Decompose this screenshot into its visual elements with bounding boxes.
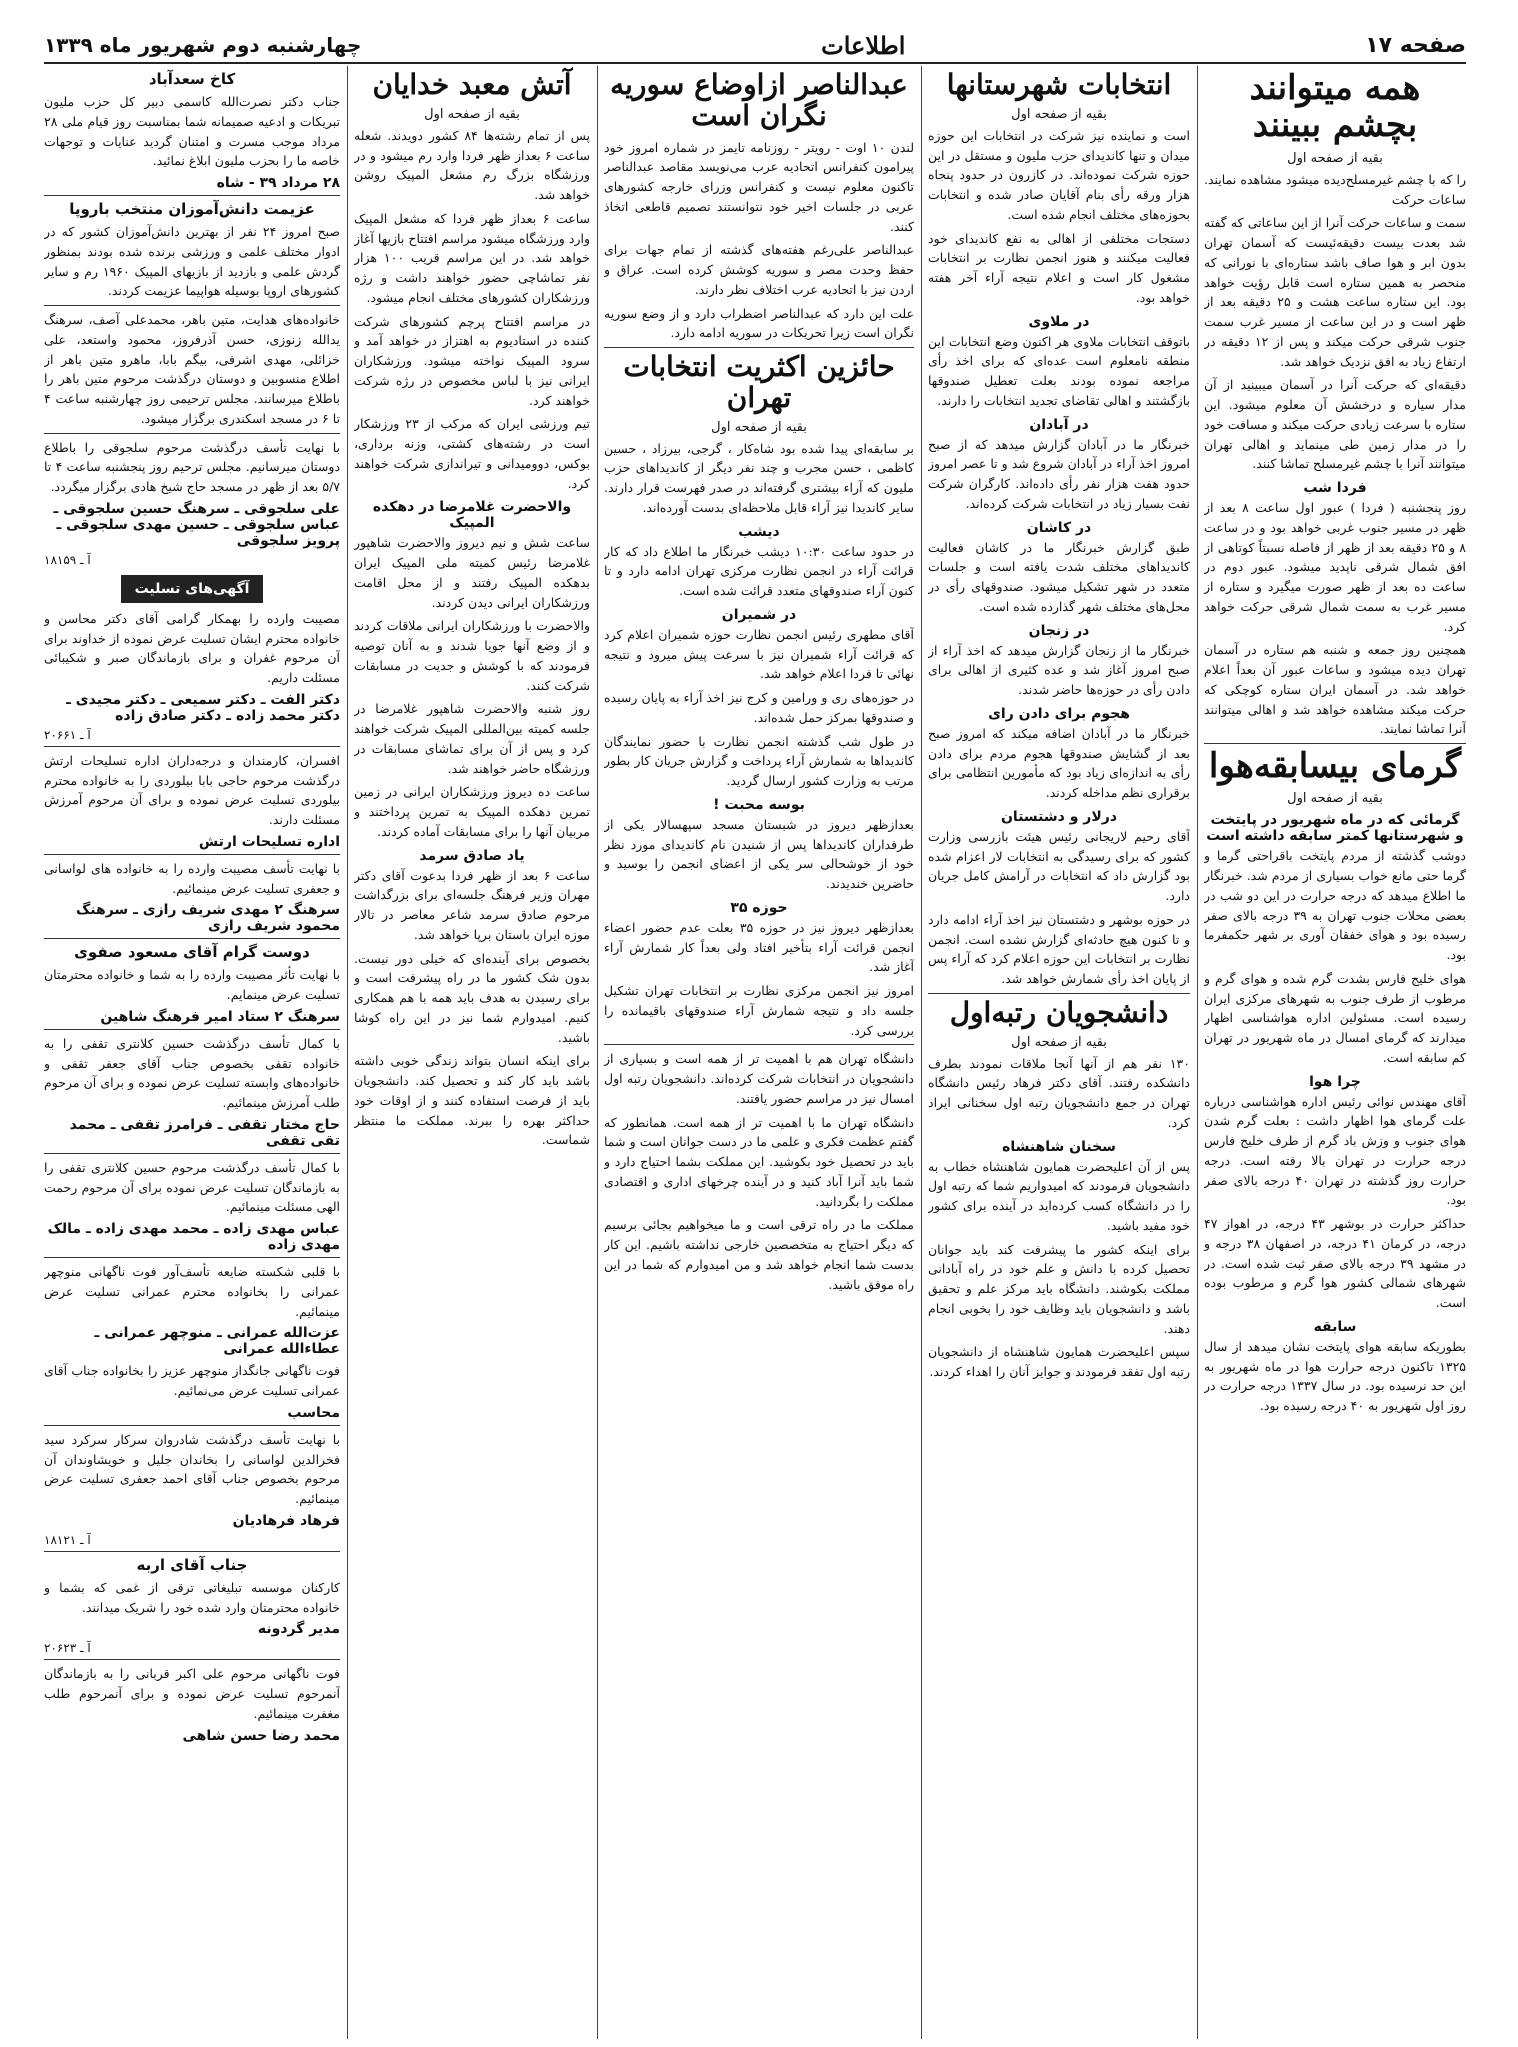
column-notices [44,66,340,2039]
paragraph: علت این دارد که عبدالناصر اضطراب دارد و از وضع سوریه نگران است زیرا تحریکات در سوریه ادامه دارد. [604,305,914,341]
paragraph: تیم ورزشی ایران که مرکب از ۲۳ ورزشکار است در رشته‌های کشتی، وزنه برداری، بوکس، دوومیدانی و تیراندازی شرکت خواهند کرد. [354,416,590,491]
subheading: حوزه ۳۵ [730,899,788,916]
paragraph: با نهایت تأثر مصیبت وارده را به شما و خانواده محترمتان تسلیت عرض مینمایم. [44,967,340,1002]
issue-date: چهارشنبه دوم شهریور ماه ۱۳۳۹ [44,33,362,57]
paragraph: ساعت ده دیروز ورزشکاران ایرانی در زمین تمرین دهکده المپیک به تمرین پرداختند و مربیان آنها را برای مسابقات آماده کردند. [354,784,590,839]
paragraph: در حوزه‌های ری و ورامین و کرج نیز اخذ آراء به پایان رسیده و صندوقها بمرکز حمل شده‌اند. [604,690,914,725]
subheading: فردا شب [1303,480,1367,497]
paragraph: دانشگاه تهران ما با اهمیت تر از همه است. همانطور که گفتم عظمت فکری و علمی ما در دست جوانان است و شما باید در تحصیل خود بکوشید. این مملکت بشما احتیاج دارد و شما باید آنرا آباد کنید و در آینده چرخهای اداری و اقتصادی مملکت را بگردانید. [604,1114,914,1209]
paragraph: بعدازظهر دیروز نیز در حوزه ۳۵ بعلت عدم حضور اعضاء انجمن قرائت آراء بتأخیر افتاد ولی بعداً کار شمارش آراء آغاز شد. [604,919,914,975]
paragraph: روز پنجشنبه ( فردا ) عبور اول ساعت ۸ بعد از ظهر در مسیر جنوب غربی خواهد بود و در ساعت ۸ و ۲۵ دقیقه بعد از ظهر از فاصله نسبتاً کوتاهی از افق شمال شرقی ناپدید میشود. عبور دوم در ساعت ده بعد از ظهر صورت میگیرد و ستاره از مسیر غرب به سمت شمال شرقی حرکت خواهد کرد. [1204,500,1466,634]
paragraph: در حوزه بوشهر و دشتستان نیز اخذ آراء ادامه دارد و تا کنون هیچ حادثه‌ای گزارش نشده است. انجمن نظارت بر انتخابات این حوزه اعلام کرد که آراء پس از پایان اخذ رأی شمارش خواهد شد. [928,911,1190,987]
paragraph: ساعت شش و نیم دیروز والاحضرت شاهپور غلامرضا رئیس کمیته ملی المپیک ایران بدهکده المپیک رفتند و از محل اقامت ورزشکاران ایرانی دیدن کردند. [354,535,590,610]
signature: ۲۸ مرداد ۳۹ - شاه [216,175,340,191]
subheading: گرمائی که در ماه شهریور در پایتخت و شهرستانها کمتر سابقه داشته است [1206,812,1464,845]
paragraph: برای اینکه انسان بتواند زندگی خوبی داشته باشد باید کار کند و تحصیل کند. دانشجویان باید از فرصت استفاده کنند و از اوقات خود حداکثر بهره را ببرند. مملکت ما منتظر شماست. [354,1053,590,1148]
subheading: یاد صادق سرمد [419,847,525,864]
condolence-section-bar: آگهی‌های تسلیت [121,575,264,603]
headline-tehran-majority: حائزین اکثریت انتخابات تهران [623,350,895,414]
paragraph: در طول شب گذشته انجمن نظارت با حضور نمایندگان کاندیداها به شمارش آراء پرداخت و گزارش جریان کار بطور مرتب به وزارت کشور ارسال گردید. [604,733,914,789]
paragraph: ۱۳۰ نفر هم از آنها آنجا ملاقات نمودند بطرف دانشکده رفتند. آقای دکتر فرهاد رئیس دانشگاه تهران در جمع دانشجویان رتبه اول سخنانی ایراد کرد. [928,1055,1190,1130]
ad-code: آ ـ ۱۸۱۲۱ [44,1532,91,1547]
subheading: در ملاوی [1028,313,1090,330]
column-rule [921,66,922,2039]
masthead [44,28,1466,64]
paragraph: امروز نیز انجمن مرکزی نظارت بر انتخابات تهران تشکیل جلسه داد و نتیجه شمارش آراء صندوقهای باقیمانده را بررسی کرد. [604,983,914,1038]
paragraph: را که با چشم غیرمسلح‌دیده میشود مشاهده نمایند. ساعات حرکت [1204,171,1466,207]
paragraph: دقیقه‌ای که حرکت آنرا در آسمان میبینید از آن مدار سیاره و درخشش آن معلوم میشود. این ستاره با سرعت زیادی حرکت میکند و مسافت خود را در مدار زمین طی مینماید و اهالی تهران میتوانند آنرا با چشم غیرمسلح تماشا کنند. [1204,377,1466,472]
paragraph: صبح امروز ۲۴ نفر از بهترین دانش‌آموزان کشور که در ادوار مختلف علمی و ورزشی برنده شده بودند بمنظور گردش علمی و بازدید از بازیهای المپیک ۱۹۶۰ رم و سایر کشورهای اروپا بوسیله هواپیما عزیمت کردند. [44,224,340,299]
paragraph: پس از آن اعلیحضرت همایون شاهنشاه خطاب به دانشجویان فرمودند که امیدواریم شما که رتبه اول را در دانشگاه کسب کرده‌اید در آینده برای کشور خود مفید باشید. [928,1158,1190,1233]
paragraph: با نهایت تأسف درگذشت شادروان سرکار سرکرد سید فخرالدین لواسانی را بخاندان جلیل و خویشاوندان آن مرحوم بخصوص جناب آقای احمد جعفری تسلیت عرض مینمائیم. [44,1431,340,1506]
paragraph: مصیبت وارده را بهمکار گرامی آقای دکتر محاسن و خانواده محترم ایشان تسلیت عرض نموده از خداوند برای آن مرحوم غفران و برای بازماندگان صبر و شکیبائی مسئلت داریم. [44,610,340,685]
column-rule [1197,66,1198,2039]
paragraph: بخصوص برای آینده‌ای که خیلی دور نیست. بدون شک کشور ما در راه پیشرفت است و برای رسیدن به هدف باید همه با هم همکاری کنیم. امیدوارم شما نیز در این راه کوشا باشید. [354,950,590,1045]
divider [928,993,1190,994]
paragraph: آقای رحیم لاریجانی رئیس هیئت بازرسی وزارت کشور که برای رسیدگی به انتخابات لار اعزام شده بود گزارش داد که انتخابات در آرامش کامل جریان دارد. [928,828,1190,904]
paragraph: هوای خلیج فارس بشدت گرم شده و هوای گرم و مرطوب از طرف جنوب به شهرهای مرکزی ایران رسیده است. مسئولین اداره هواشناسی اظهار میدارند که گرمای امسال در ماه شهریور در تهران کم سابقه است. [1204,970,1466,1065]
paragraph: با کمال تأسف درگذشت مرحوم حسین کلانتری تقفی را به بازماندگان تسلیت عرض نموده برای آن مرحوم رحمت الهی مسئلت مینمائیم. [44,1159,340,1215]
paragraph: دانشگاه تهران هم با اهمیت تر از همه است و بسیاری از دانشجویان در انتخابات شرکت کرده‌اند. دانشجویان رتبه اول امسال نیز در مراسم حضور یافتند. [604,1051,914,1106]
ad-code: آ ـ ۲۰۶۲۳ [44,1641,91,1656]
paragraph: حداکثر حرارت در بوشهر ۴۳ درجه، در اهواز ۴۷ درجه، در کرمان ۴۱ درجه، در اصفهان ۳۸ درجه و در مشهد ۳۹ درجه بالای صفر ثبت شده است. در شهرهای شمالی کشور هوا گرم و مرطوب بوده است. [1204,1216,1466,1311]
paragraph: خبرنگار ما در آبادان گزارش میدهد که از صبح امروز اخذ آراء در آبادان شروع شد و تا عصر امروز حدود هفت هزار نفر رأی داده‌اند. کارگران شرکت نفت بسیار زیاد در انتخابات شرکت کرده‌اند. [928,436,1190,511]
paragraph: فوت ناگهانی جانگداز منوچهر عزیز را بخانواده جناب آقای عمرانی تسلیت عرض می‌نمائیم. [44,1363,340,1398]
signature: عزت‌الله عمرانی ـ منوچهر عمرانی ـ عطاءالله عمرانی [94,1325,340,1358]
paragraph: سپس اعلیحضرت همایون شاهنشاه از دانشجویان رتبه اول تفقد فرمودند و جوایز آنان را اهداء کردند. [928,1344,1190,1380]
continued-note: بقیه از صفحه اول [1287,791,1383,807]
column-nasser-tehran [604,66,914,2039]
paragraph: سمت و ساعات حرکت آنرا از این ساعاتی که گفته شد بعدت بیست دقیقه‌ئیست که آسمان تهران بدون ابر و هوا صاف باشد ستاره‌ای با نورانی که منحصر به همین ستاره است قابل رؤیت خواهد بود. این ستاره ساعت هشت و ۲۵ دقیقه بعد از ظهر است و در این ساعت از مسیر غرب سمت جنوب شرقی حرکت میکند و پس از ۱۲ دقیقه در ارتفاع زیاد به افق نزدیک خواهد شد. [1204,215,1466,369]
headline-star: همه میتوانند بچشم ببینند [1249,68,1421,146]
subheading: در زنجان [1028,622,1090,639]
signature: علی سلجوقی ـ سرهنگ حسین سلجوقی ـ عباس سلجوقی ـ حسین مهدی سلجوقی ـ پرویز سلجوقی [53,500,340,549]
paragraph: بر سابقه‌ای پیدا شده بود شاه‌کار ، گرجی، بیرزاد ، حسین کاظمی ، حسن مجرب و چند نفر دیگر از کاندیداهای حزب ملیون که آراء بیشتری گرفته‌اند در صدر فهرست قرار دارند. سایر کاندیدا نیز آراء قابل ملاحظه‌ای بدست آورده‌اند. [604,440,914,515]
paragraph: عبدالناصر علی‌رغم هفته‌های گذشته از تمام جهات برای حفظ وحدت مصر و سوریه کوشش کرده است. عراق و اردن نیز با اتحادیه عرب اختلاف نظر دارند. [604,242,914,297]
signature: محاسب [287,1404,340,1421]
column-olympic-fire [354,66,590,2039]
ad-code: آ ـ ۲۰۶۶۱ [44,727,91,742]
subheading: چرا هوا [1309,1073,1361,1090]
paragraph: پس از تمام رشته‌ها ۸۴ کشور دویدند. شعله ساعت ۶ بعداز ظهر فردا وارد رم میشود و در ورزشگاه بزرگ رم مشعل المپیک روشن خواهد شد. [354,127,590,203]
divider [44,1153,340,1154]
divider [44,1029,340,1030]
signature: محمد رضا حسن شاهی [182,1727,340,1744]
continued-note: بقیه از صفحه اول [1287,150,1383,166]
paragraph: برای اینکه کشور ما پیشرفت کند باید جوانان تحصیل کرده با دانش و علم خود در راه آبادانی مملکت بکوشند. دانشگاه باید مرکز علم و تحقیق باشد و دانشجویان باید وظایف خود را بخوبی انجام دهند. [928,1241,1190,1336]
notice-title: کاخ سعدآباد [148,70,236,88]
paragraph: طبق گزارش خبرنگار ما در کاشان فعالیت کاندیداهای مختلف شدت یافته است و جلسات متعدد در شهر تشکیل میشود. صندوقهای رأی در محل‌های مختلف شهر گذارده شده است. [928,539,1190,614]
divider [44,1257,340,1258]
divider [44,433,340,434]
paragraph: روز شنبه والاحضرت شاهپور غلامرضا در جلسه کمیته بین‌المللی المپیک شرکت خواهند کرد و پس از آن برای تماشای مسابقات در ورزشگاه حاضر خواهند شد. [354,701,590,776]
divider [604,347,914,348]
paragraph: خبرنگار ما از زنجان گزارش میدهد که اخذ آراء از صبح امروز آغاز شد و عده کثیری از اهالی برای دادن رأی در حوزه‌ها حاضر شدند. [928,642,1190,698]
paragraph: دستجات مختلفی از اهالی به نفع کاندیدای خود فعالیت میکنند و هنوز انجمن نظارت بر انتخابات مشغول کار است و اعلام نتیجه آراء آخر هفته خواهد بود. [928,230,1190,305]
divider [44,938,340,939]
divider [44,1551,340,1552]
paragraph: همچنین روز جمعه و شنبه هم ستاره در آسمان تهران دیده میشود و ساعات عبور آن بعداً اعلام خواهد شد. در آسمان ایران ستاره کوچکی که حرکت میکند مشاهده خواهد شد و اهالی میتوانند آنرا تماشا نمایند. [1204,642,1466,737]
paragraph: لندن ۱۰ اوت - رویتر - روزنامه تایمز در شماره امروز خود پیرامون کنفرانس اتحادیه عرب می‌نویسد مقاصد عبدالناصر تاکنون معلوم نیست و کنفرانس وزرای خارجه کشورهای عربی در جلسات اخیر خود نتوانستند تصمیم قاطعی اتخاذ کنند. [604,139,914,234]
headline-nasser: عبدالناصر ازاوضاع سوریه نگران است [610,68,908,132]
paragraph: آقای مطهری رئیس انجمن نظارت حوزه شمیران اعلام کرد که قرائت آراء شمیران نیز با سرعت پیش میرود و نتیجه نهائی تا فردا اعلام خواهد شد. [604,626,914,682]
paragraph: والاحضرت با ورزشکاران ایرانی ملاقات کردند و از وضع آنها جویا شدند و به آنان توصیه فرمودند که با کوشش و جدیت در مسابقات شرکت کنند. [354,618,590,693]
divider [604,1044,914,1045]
paragraph: است و نماینده نیز شرکت در انتخابات این حوزه میدان و تنها کاندیدای حزب ملیون و مستقل در این حوزه شرکت نموده‌اند. در کازرون در حدود پنجاه هزار ورقه رأی بنام آقایان صادر شده و انتخابات بحوزه‌های مختلف انجام شده است. [928,127,1190,222]
column-rule [347,66,348,2039]
paragraph: ساعت ۶ بعد از ظهر فردا بدعوت آقای دکتر مهران وزیر فرهنگ جلسه‌ای برای بزرگداشت مرحوم صادق سرمد شاعر معاصر در تالار موزه ایران باستان برپا خواهد شد. [354,867,590,942]
paragraph: افسران، کارمندان و درجه‌داران اداره تسلیحات ارتش درگذشت مرحوم حاجی بابا بیلوردی را به خانواده محترم بیلوردی تسلیت عرض نموده و برای آن مرحوم آمرزش مسئلت دارند. [44,752,340,827]
headline-temple-fire: آتش معبد خدایان [372,68,572,101]
continued-note: بقیه از صفحه اول [1011,1034,1107,1050]
signature: دکتر الفت ـ دکتر سمیعی ـ دکتر مجیدی ـ دکتر محمد زاده ـ دکتر صادق زاده [66,691,340,724]
page-number: صفحه ۱۷ [1365,32,1466,58]
headline-top-students: دانشجویان رتبه‌اول [949,995,1169,1029]
subheading: هجوم برای دادن رای [988,705,1130,722]
subheading: در شمیران [721,606,797,623]
subheading: در آبادان [1029,416,1089,433]
divider [44,305,340,306]
paragraph: آقای مهندس نوائی رئیس اداره هواشناسی درباره علت گرمای هوا اظهار داشت : بعلت گرم شدن هوای جنوب و وزش باد گرم از طرف خلیج فارس درجه حرارت در تهران بالا رفته است. درجه حرارت روز گذشته در تهران ۴۰ درجه بالای صفر بود. [1204,1093,1466,1208]
column-elections-provinces [928,66,1190,2039]
signature: عباس مهدی زاده ـ محمد مهدی زاده ـ مالک مهدی زاده [47,1221,340,1253]
signature: سرهنگ ۲ ستاد امیر فرهنگ شاهین [100,1008,340,1025]
notice-title: عزیمت دانش‌آموزان منتخب باروپا [69,200,315,218]
paragraph: باتوقف انتخابات ملاوی هر اکنون وضع انتخابات این منطقه نامعلوم است عده‌ای که برای اخذ رأی مراجعه نموده بودند بعلت تعطیل صندوقها بازگشتند و اهالی تقاضای تجدید انتخابات را دارند. [928,333,1190,408]
headline-heat: گرمای بیسابقه‌هوا [1208,746,1462,787]
paragraph: خانواده‌های هدایت، متین باهر، محمدعلی آصف، سرهنگ یدالله زنوزی، حسن آذرفروز، محمود واستعد، علی خزائلی، مهدی اشرفی، بیگم بابا، ماهرو متین باهر از اطلاع منسوبین و دوستان درگذشت مرحوم متین باهر را باطلاع میرسانند. مجلس ترحیمی روز چهارشنبه ساعت ۴ تا ۶ در مسجد اسکندری برگزار میشود. [44,312,340,426]
divider [44,746,340,747]
subheading: والاحضرت غلامرضا در دهکده المپیک [372,499,572,532]
paragraph: با نهایت تأسف درگذشت مرحوم سلجوقی را باطلاع دوستان میرسانیم. مجلس ترحیم روز پنجشنبه ساعت ۴ تا ۵/۷ بعد از ظهر در مسجد حاج شیخ هادی برگزار میگردد. [44,439,340,494]
divider [44,195,340,196]
signature: اداره تسلیحات ارتش [198,833,340,850]
subheading: در کاشان [1026,519,1092,536]
headline-provincial-elections: انتخابات شهرستانها [946,68,1172,101]
paragraph: مملکت ما در راه ترقی است و ما میخواهیم بجائی برسیم که دیگر احتیاج به متخصصین خارجی نداشته باشیم. این کار بدست شما انجام خواهد شد و من امیدوارم که شما در این راه موفق باشید. [604,1217,914,1292]
page-body [44,66,1466,2039]
paragraph: با نهایت تأسف مصیبت وارده را به خانواده های لواسانی و جعفری تسلیت عرض مینمائیم. [44,860,340,896]
notice-title: دوست گرام آقای مسعود صفوی [74,943,310,962]
column-olympic-star [1204,66,1466,2039]
continued-note: بقیه از صفحه اول [1011,106,1107,122]
signature: سرهنگ ۲ مهدی شریف رازی ـ سرهنگ محمود شریف رازی [75,902,340,935]
paragraph: خبرنگار ما در آبادان اضافه میکند که امروز صبح بعد از گشایش صندوقها هجوم مردم برای دادن رأی به اندازه‌ای زیاد بود که مأمورین انتظامی برای برقراری نظم مداخله کردند. [928,725,1190,801]
newspaper-name: اطلاعات [821,30,906,60]
signature: مدیر گردونه [257,1621,340,1638]
paragraph: فوت ناگهانی مرحوم علی اکبر قربانی را به بازماندگان آنمرحوم تسلیت عرض نموده و برای آنمرحوم طلب مغفرت مینمائیم. [44,1666,340,1721]
subheading: سابقه [1313,1318,1357,1335]
subheading: سخنان شاهنشاه [1002,1138,1116,1155]
divider [44,1659,340,1660]
ad-code: آ ـ ۱۸۱۵۹ [44,552,91,567]
divider [44,1425,340,1426]
paragraph: با قلبی شکسته ضایعه تأسف‌آور فوت ناگهانی منوچهر عمرانی را بخانواده محترم عمرانی تسلیت عرض مینمائیم. [44,1264,340,1319]
divider [44,854,340,855]
paragraph: در حدود ساعت ۱۰:۳۰ دیشب خبرنگار ما اطلاع داد که کار قرائت آراء در انجمن نظارت مرکزی تهران ادامه دارد و تا کنون آراء صندوقهای متعدد قرائت شده است. [604,543,914,599]
subheading: بوسه محبت ! [713,796,805,813]
column-rule [597,66,598,2039]
divider [1204,743,1466,744]
continued-note: بقیه از صفحه اول [711,419,807,435]
continued-note: بقیه از صفحه اول [424,106,520,122]
paragraph: با کمال تأسف درگذشت حسین کلانتری تقفی را به خانواده تقفی بخصوص جناب آقای جعفر تقفی و خانواده‌های وابسته تسلیت عرض نموده و برای آن مرحوم طلب آمرزش مینمائیم. [44,1035,340,1110]
subheading: درلار و دشتستان [1000,808,1117,825]
paragraph: دوشب گذشته از مردم پایتخت باقراحتی گرما و گرما حتی مانع خواب بسیاری از مردم شد. خبرنگار ما اطلاع میدهد که درجه حرارت در این دو شب در بعضی محلات جنوب تهران به ۳۹ درجه بالای صفر رسیده بود و هوای خفقان آوری بر شهر حکمفرما بود. [1204,848,1466,963]
signature: حاج مختار تقفی ـ فرامرز تقفی ـ محمد تقی تقفی [69,1116,340,1149]
paragraph: کارکنان موسسه تبلیغاتی ترقی از غمی که بشما و خانواده محترمتان وارد شده خود را شریک میدانند. [44,1579,340,1615]
paragraph: در مراسم افتتاح پرچم کشورهای شرکت کننده در استادیوم به اهتزاز در خواهد آمد و سرود المپیک نواخته میشود. ورزشکاران ایرانی نیز با لباس مخصوص در رژه شرکت خواهند کرد. [354,313,590,408]
paragraph: بعدازظهر دیروز در شبستان مسجد سپهسالار یکی از طرفداران کاندیداها پس از شنیدن نام کاندیدای مورد نظر خود از خوشحالی سر یکی از اعضای انجمن را بوسید و حاضرین خندیدند. [604,816,914,892]
notice-title: جناب آقای اربه [136,1555,248,1574]
subheading: دیشب [738,523,780,540]
paragraph: جناب دکتر نصرت‌الله کاسمی دبیر کل حزب ملیون تبریکات و ادعیه صمیمانه شما بمناسبت روز قیام ملی ۲۸ مرداد موجب مسرت و امتنان گردید عنایات و توجهات خاصه ما را بحزب ملیون ابلاغ نمائید. [44,94,340,169]
paragraph: ساعت ۶ بعداز ظهر فردا که مشعل المپیک وارد ورزشگاه میشود مراسم افتتاح بازیها آغاز خواهد شد. در این مراسم قریب ۱۰۰ هزار نفر تماشاچی حضور خواهند داشت و رژه ورزشکاران کشورهای مختلف انجام میشود. [354,210,590,305]
paragraph: بطوریکه سابقه هوای پایتخت نشان میدهد از سال ۱۳۲۵ تاکنون درجه حرارت هوا در ماه شهریور به این حد نرسیده بود. در سال ۱۳۳۷ درجه حرارت در روز اول شهریور به ۴۰ درجه رسیده بود. [1204,1338,1466,1414]
signature: فرهاد فرهادیان [232,1512,340,1529]
